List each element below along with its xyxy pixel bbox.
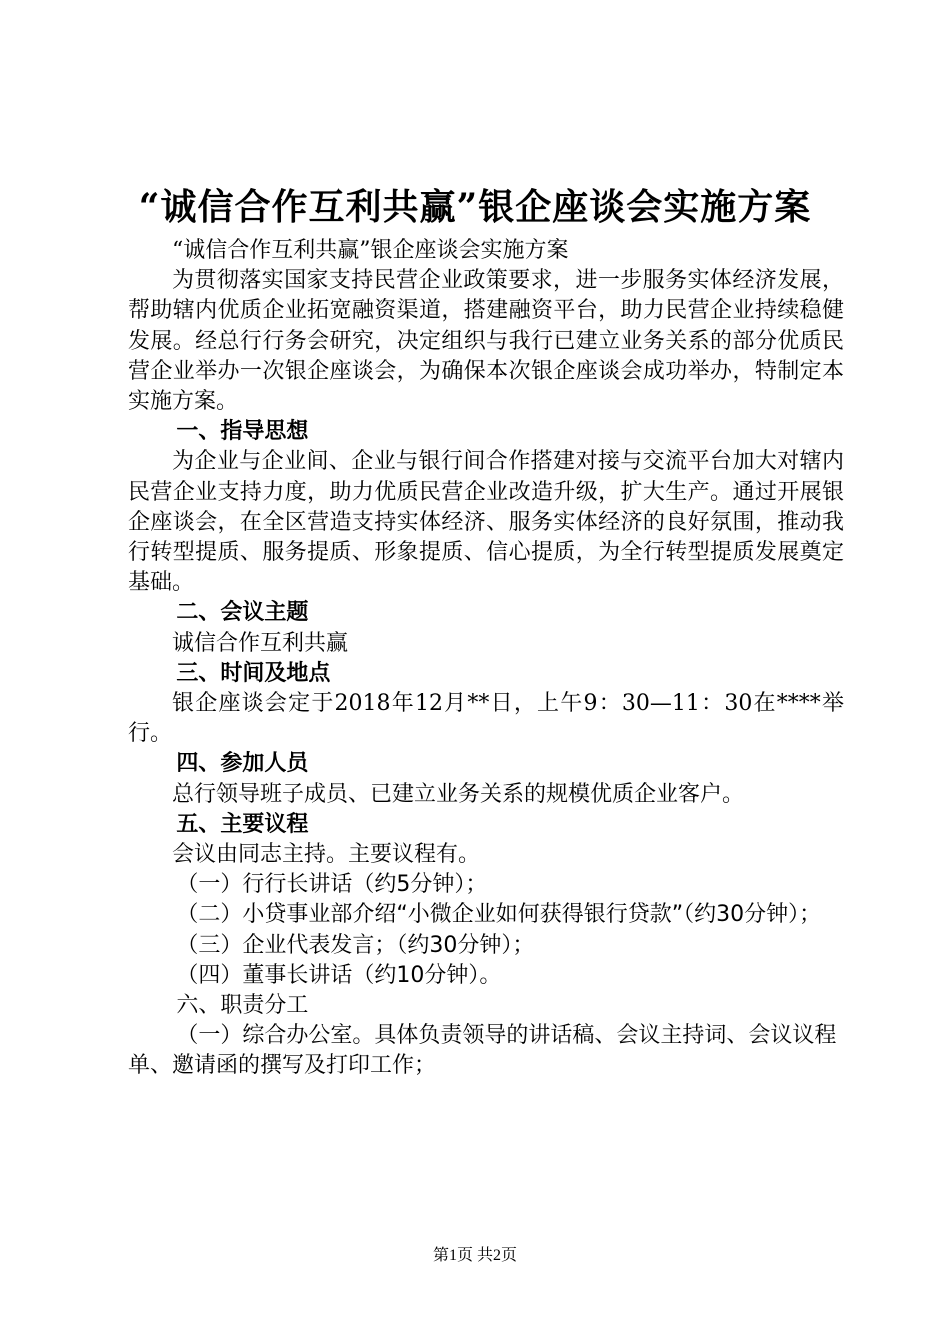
section-heading-time-place: 三、时间及地点 (176, 660, 331, 686)
section-text-theme: 诚信合作互利共赢 (172, 630, 349, 656)
document-body (128, 236, 844, 1082)
section-heading-agenda: 五、主要议程 (176, 811, 309, 837)
section-text-time-place: 银企座谈会定于2018年12月**日，上午9：30—11：30在****举行。 (128, 691, 844, 747)
section-text-guiding-thought: 为企业与企业间、企业与银行间合作搭建对接与交流平台加大对辖内民营企业支持力度，助力优质民营企业改造升级，扩大生产。通过开展银企座谈会，在全区营造支持实体经济、服务实体经济的良好氛围，推动我行转型提质、服务提质、形象提质、信心提质，为全行转型提质发展奠定基础。 (128, 449, 844, 596)
document-title: “诚信合作互利共赢”银企座谈会实施方案 (138, 186, 812, 228)
agenda-item: （二）小贷事业部介绍“小微企业如何获得银行贷款”（约30分钟）； (176, 902, 822, 928)
section-text-agenda: 会议由同志主持。主要议程有。 (172, 842, 481, 868)
section-heading-theme: 二、会议主题 (176, 600, 309, 626)
page-footer: 第1页 共2页 (432, 1247, 517, 1264)
section-heading-guiding-thought: 一、指导思想 (176, 419, 309, 445)
section-text-participants: 总行领导班子成员、已建立业务关系的规模优质企业客户。 (172, 781, 745, 807)
intro-paragraph: 为贯彻落实国家支持民营企业政策要求，进一步服务实体经济发展，帮助辖内优质企业拓宽融资渠道，搭建融资平台，助力民营企业持续稳健发展。经总行行务会研究，决定组织与我行已建立业务关系的部分优质民营企业举办一次银企座谈会，为确保本次银企座谈会成功举办，特制定本实施方案。 (128, 268, 844, 415)
section-heading-participants: 四、参加人员 (176, 751, 309, 777)
agenda-item: （三）企业代表发言；（约30分钟）； (176, 932, 535, 958)
duty-item-text: 具体负责领导的讲话稿、会议主持词、会议议程单、邀请函的撰写及打印工作； (128, 1023, 837, 1079)
section-heading-duties: 六、职责分工 (176, 993, 309, 1019)
duty-item-lead: （一）综合办公室。 (176, 1023, 375, 1049)
duty-item (128, 1021, 844, 1081)
agenda-item: （四）董事长讲话（约10分钟）。 (176, 962, 502, 988)
subtitle-line: “诚信合作互利共赢”银企座谈会实施方案 (172, 238, 569, 263)
agenda-item: （一）行行长讲话（约5分钟）； (176, 872, 488, 898)
